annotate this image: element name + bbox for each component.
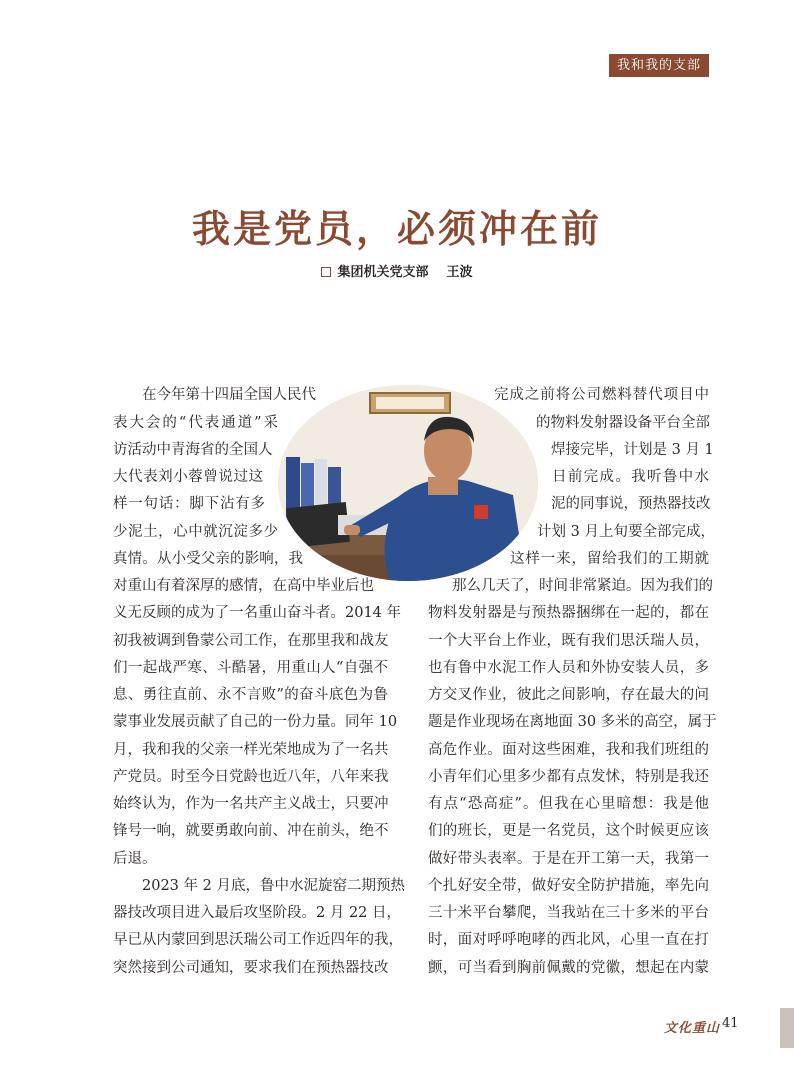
text-line: 月，我和我的父亲一样光荣地成为了一名共 <box>113 742 389 758</box>
text-line: 焊接完毕，计划是 3 月 1 <box>551 442 714 458</box>
text-line: 初我被调到鲁蒙公司工作，在那里我和战友 <box>113 633 389 649</box>
text-line: 少泥土，心中就沉淀多少 <box>113 524 278 540</box>
text-line: 计划 3 月上旬要全部完成， <box>537 524 715 540</box>
text-line: 个扎好安全带，做好安全防护措施，率先向 <box>428 878 709 894</box>
text-line: 高危作业。面对这些困难，我和我们班组的 <box>428 742 709 758</box>
text-line: 做好带头表率。于是在开工第一天，我第一 <box>428 851 709 867</box>
text-line: 方交叉作业，彼此之间影响，存在最大的问 <box>428 687 709 703</box>
text-line: 日前完成。我听鲁中水 <box>552 469 709 485</box>
text-line: 蒙事业发展贡献了自己的一份力量。同年 10 <box>113 714 398 730</box>
text-line: 大代表刘小蓉曾说过这 <box>113 469 263 485</box>
text-line: 表大会的“代表通道”采 <box>113 415 278 431</box>
text-line: 颤，可当看到胸前佩戴的党徽，想起在内蒙 <box>428 960 709 976</box>
text-line: 有点“恐高症”。但我在心里暗想：我是他 <box>428 796 709 812</box>
text-line: 泥的同事说，预热器技改 <box>551 496 711 512</box>
text-line: 这样一来，留给我们的工期就 <box>510 551 709 567</box>
text-line: 产党员。时至今日党龄也近八年，八年来我 <box>113 769 389 785</box>
text-line: 物料发射器是与预热器捆绑在一起的，都在 <box>428 605 709 621</box>
byline-author: 王波 <box>446 265 473 280</box>
magazine-logo: 文化重山 <box>664 1021 721 1036</box>
page-edge-tab <box>780 1008 794 1048</box>
text-line: 真情。从小受父亲的影响，我 <box>113 551 303 567</box>
article-title: 我是党员，必须冲在前 <box>191 206 602 251</box>
byline <box>0 261 794 280</box>
text-line: 三十米平台攀爬，当我站在三十多米的平台 <box>428 905 709 921</box>
text-line: 锋号一响，就要勇敢向前、冲在前头，绝不 <box>113 823 389 839</box>
text-line: 始终认为，作为一名共产主义战士，只要冲 <box>113 796 389 812</box>
text-line: 对重山有着深厚的感情，在高中毕业后也 <box>113 578 374 594</box>
square-bullet-icon <box>321 267 331 277</box>
text-line: 突然接到公司通知，要求我们在预热器技改 <box>113 960 389 976</box>
text-line: 后退。 <box>113 851 157 867</box>
text-line: 们的班长，更是一名党员，这个时候更应该 <box>428 823 709 839</box>
text-line: 们一起战严寒、斗酷暑，用重山人“自强不 <box>113 660 388 676</box>
text-line: 也有鲁中水泥工作人员和外协安装人员，多 <box>428 660 709 676</box>
text-line: 的物料发射器设备平台全部 <box>536 415 710 431</box>
text-line: 在今年第十四届全国人民代 <box>142 387 316 403</box>
text-line: 题是作业现场在离地面 30 多米的高空，属于 <box>428 714 717 730</box>
text-line: 义无反顾的成为了一名重山奋斗者。2014 年 <box>113 605 402 621</box>
text-line: 息、勇往直前、永不言败”的奋斗底色为鲁 <box>113 687 388 703</box>
text-line: 完成之前将公司燃料替代项目中 <box>494 387 709 403</box>
text-line: 访活动中青海省的全国人 <box>113 442 273 458</box>
text-line: 小青年们心里多少都有点发怵，特别是我还 <box>428 769 709 785</box>
text-line: 一个大平台上作业，既有我们思沃瑞人员， <box>428 633 709 649</box>
text-line: 那么几天了，时间非常紧迫。因为我们的 <box>452 578 713 594</box>
text-line: 时，面对呼呼咆哮的西北风，心里一直在打 <box>428 932 709 948</box>
section-tag: 我和我的支部 <box>609 54 709 77</box>
text-line: 2023 年 2 月底，鲁中水泥旋窑二期预热 <box>142 878 405 894</box>
byline-org: 集团机关党支部 <box>337 265 429 280</box>
text-line: 早已从内蒙回到思沃瑞公司工作近四年的我， <box>113 932 403 948</box>
text-line: 样一句话：脚下沾有多 <box>113 496 265 512</box>
text-line: 器技改项目进入最后攻坚阶段。2 月 22 日， <box>113 905 402 921</box>
author-photo <box>278 385 538 581</box>
page-number: 41 <box>722 1016 739 1031</box>
